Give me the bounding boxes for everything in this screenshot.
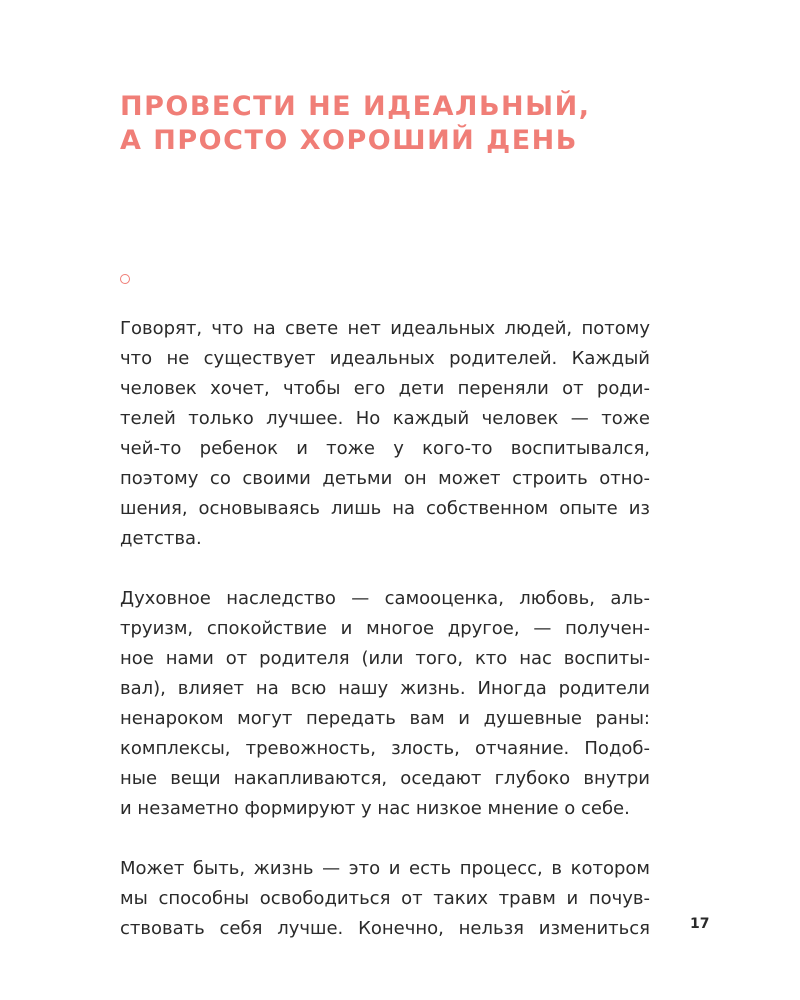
text-line: ные вещи накапливаются, оседают глубоко внутри	[120, 768, 650, 789]
chapter-title-line-1: ПРОВЕСТИ НЕ ИДЕАЛЬНЫЙ,	[120, 91, 591, 122]
text-line: шения, основываясь лишь на собственном опыте из	[120, 498, 650, 519]
text-line: Может быть, жизнь — это и есть процесс, в котором	[120, 858, 650, 879]
text-line: труизм, спокойствие и многое другое, — получен-	[120, 618, 650, 639]
text-line: ненароком могут передать вам и душевные раны:	[120, 708, 650, 729]
body-text	[120, 314, 650, 974]
text-line: вал), влияет на всю нашу жизнь. Иногда родители	[120, 678, 650, 699]
text-line: человек хочет, чтобы его дети переняли от роди-	[120, 378, 650, 399]
paragraph-3	[120, 854, 650, 944]
text-line: детства.	[120, 528, 202, 549]
text-line: поэтому со своими детьми он может строить отно-	[120, 468, 650, 489]
text-line: комплексы, тревожность, злость, отчаяние. Подоб-	[120, 738, 650, 759]
paragraph-2	[120, 584, 650, 824]
text-line: Духовное наследство — самооценка, любовь, аль-	[120, 588, 650, 609]
text-line: Говорят, что на свете нет идеальных людей, потому	[120, 318, 650, 339]
text-line: мы способны освободиться от таких травм и почув-	[120, 888, 650, 909]
text-line: телей только лучшее. Но каждый человек — тоже	[120, 408, 650, 429]
chapter-title-line-2: А ПРОСТО ХОРОШИЙ ДЕНЬ	[120, 125, 578, 156]
paragraph-1	[120, 314, 650, 554]
text-line: чей-то ребенок и тоже у кого-то воспитывался,	[120, 438, 650, 459]
text-line: и незаметно формируют у нас низкое мнение о себе.	[120, 798, 630, 819]
text-line: что не существует идеальных родителей. Каждый	[120, 348, 650, 369]
chapter-title	[120, 90, 680, 158]
text-line: ствовать себя лучше. Конечно, нельзя измениться	[120, 918, 650, 939]
text-line: ное нами от родителя (или того, кто нас воспиты-	[120, 648, 650, 669]
circle-marker-icon	[120, 274, 130, 284]
page-number: 17	[690, 916, 710, 932]
